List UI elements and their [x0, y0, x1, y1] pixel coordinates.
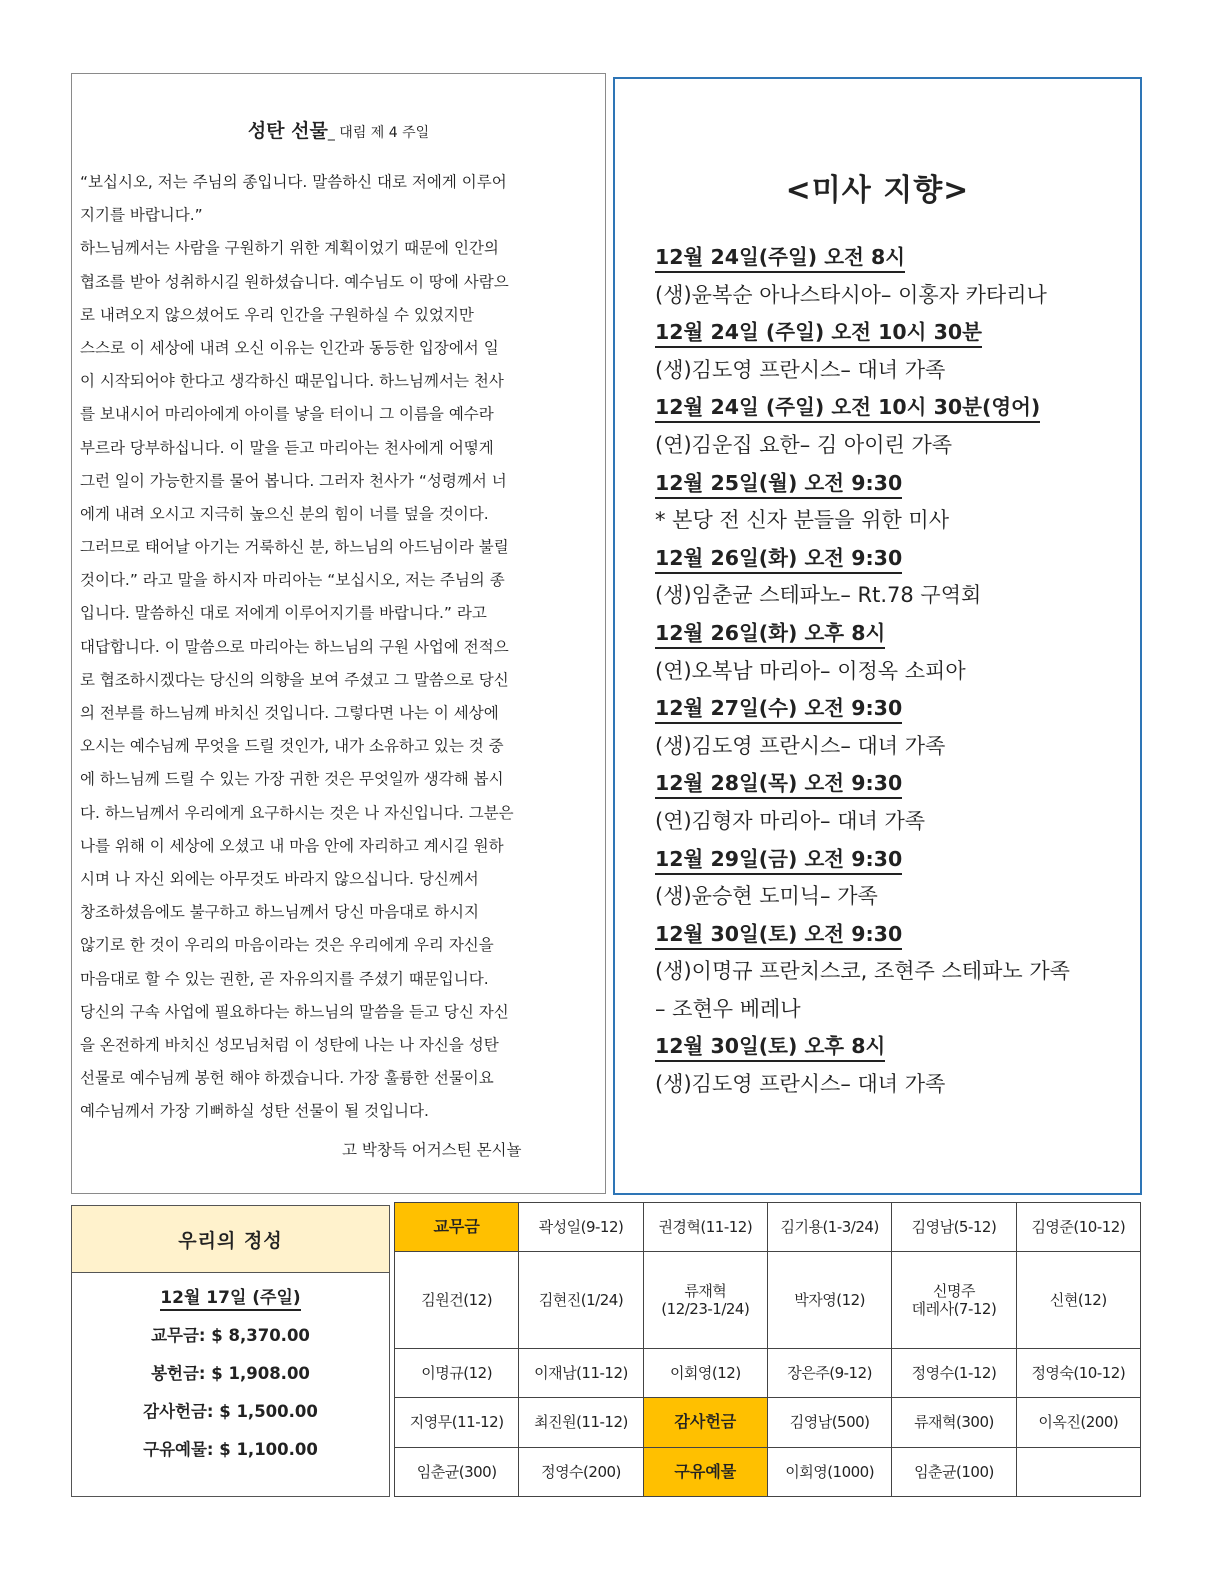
donor-row	[395, 1398, 1141, 1447]
reflection-line: 창조하셨음에도 불구하고 하느님께서 당신 마음대로 하시지	[80, 903, 479, 922]
intention-date	[655, 389, 1125, 427]
intention-description: (연)김형자 마리아– 대녀 가족	[655, 808, 926, 833]
intention-date-text: 12월 30일(토) 오전 9:30	[655, 922, 902, 950]
intention-description: (생)이명규 프란치스코, 조현주 스테파노 가족	[655, 959, 1070, 984]
reflection-line: 다. 하느님께서 우리에게 요구하시는 것은 나 자신입니다. 그분은	[80, 803, 514, 822]
donor-cell: 이옥진(200)	[1016, 1398, 1140, 1447]
donor-cell: 임춘균(100)	[892, 1447, 1016, 1496]
intention-date-text: 12월 24일(주일) 오전 8시	[655, 245, 905, 273]
donor-table	[394, 1202, 1141, 1497]
donor-cell: 신현(12)	[1016, 1252, 1140, 1348]
donor-cell: 이재남(11-12)	[519, 1348, 643, 1397]
reflection-line: 입니다. 말씀하신 대로 저에게 이루어지기를 바랍니다.” 라고	[80, 604, 487, 623]
donor-category-header: 감사헌금	[643, 1398, 767, 1447]
reflection-line: 예수님께서 가장 기뻐하실 성탄 선물이 될 것입니다.	[80, 1102, 429, 1121]
donor-cell: 김영남(5-12)	[892, 1203, 1016, 1252]
donor-row	[395, 1447, 1141, 1496]
intentions-title: <미사 지향>	[785, 173, 970, 208]
intention-date	[655, 239, 1125, 277]
donor-cell: 정영수(1-12)	[892, 1348, 1016, 1397]
offering-date-text: 12월 17일 (주일)	[160, 1288, 300, 1311]
reflection-title-row	[72, 116, 605, 143]
reflection-line: 로 내려오지 않으셨어도 우리 인간을 구원하실 수 있었지만	[80, 305, 474, 324]
intention-date-text: 12월 24일 (주일) 오전 10시 30분(영어)	[655, 395, 1040, 423]
donor-cell: 정영숙(10-12)	[1016, 1348, 1140, 1397]
reflection-subtitle: _ 대림 제 4 주일	[327, 125, 430, 141]
intention-date	[655, 465, 1125, 503]
donor-cell: 신명주 데레사(7-12)	[892, 1252, 1016, 1348]
donor-cell	[1016, 1447, 1140, 1496]
reflection-line: 에게 내려 오시고 지극히 높으신 분의 힘이 너를 덮을 것이다.	[80, 504, 489, 523]
reflection-line: 그런 일이 가능한지를 물어 봅니다. 그러자 천사가 “성령께서 너	[80, 471, 507, 490]
reflection-line: 를 보내시어 마리아에게 아이를 낳을 터이니 그 이름을 예수라	[80, 405, 494, 424]
donor-row	[395, 1252, 1141, 1348]
reflection-line: 스스로 이 세상에 내려 오신 이유는 인간과 동등한 입장에서 일	[80, 338, 499, 357]
donor-category-header: 구유예물	[643, 1447, 767, 1496]
donor-cell: 최진원(11-12)	[519, 1398, 643, 1447]
reflection-line: 부르라 당부하십니다. 이 말을 듣고 마리아는 천사에게 어떻게	[80, 438, 494, 457]
reflection-line: 협조를 받아 성취하시길 원하셨습니다. 예수님도 이 땅에 사람으	[80, 272, 509, 291]
intention-date-text: 12월 30일(토) 오후 8시	[655, 1034, 885, 1062]
intention-date-text: 12월 28일(목) 오전 9:30	[655, 771, 902, 799]
intention-date	[655, 916, 1125, 954]
offering-amount: 감사헌금: $ 1,500.00	[143, 1402, 318, 1421]
reflection-line: 하느님께서는 사람을 구원하기 위한 계획이었기 때문에 인간의	[80, 239, 499, 258]
donor-cell: 김영남(500)	[767, 1398, 891, 1447]
donor-cell: 임춘균(300)	[395, 1447, 519, 1496]
intention-date-text: 12월 29일(금) 오전 9:30	[655, 847, 902, 875]
intention-date-text: 12월 26일(화) 오전 9:30	[655, 546, 902, 574]
donor-category-header: 교무금	[395, 1203, 519, 1252]
reflection-box	[71, 73, 606, 1194]
reflection-line: 지기를 바랍니다.”	[80, 206, 203, 225]
donor-row	[395, 1348, 1141, 1397]
reflection-line: 로 협조하시겠다는 당신의 의향을 보여 주셨고 그 말씀으로 당신	[80, 670, 509, 689]
reflection-line: 오시는 예수님께 무엇을 드릴 것인가, 내가 소유하고 있는 것 중	[80, 737, 504, 756]
reflection-line: “보십시오, 저는 주님의 종입니다. 말씀하신 대로 저에게 이루어	[80, 173, 507, 191]
intentions-list	[655, 239, 1125, 1104]
offering-lines	[72, 1322, 389, 1460]
reflection-line: 선물로 예수님께 봉헌 해야 하겠습니다. 가장 훌륭한 선물이요	[80, 1069, 494, 1088]
reflection-line: 을 온전하게 바치신 성모님처럼 이 성탄에 나는 나 자신을 성탄	[80, 1035, 499, 1054]
reflection-line: 당신의 구속 사업에 필요하다는 하느님의 말씀을 듣고 당신 자신	[80, 1002, 509, 1021]
intention-description: (생)김도영 프란시스– 대녀 가족	[655, 357, 946, 382]
intention-date-text: 12월 27일(수) 오전 9:30	[655, 696, 902, 724]
intention-date	[655, 615, 1125, 653]
intention-description: (연)김운집 요한– 김 아이린 가족	[655, 432, 953, 457]
donor-cell: 박자영(12)	[767, 1252, 891, 1348]
offering-header: 우리의 정성	[72, 1206, 389, 1273]
intention-description: (생)임춘균 스테파노– Rt.78 구역회	[655, 583, 982, 608]
donor-cell: 곽성일(9-12)	[519, 1203, 643, 1252]
offering-date	[72, 1283, 389, 1308]
intention-description: * 본당 전 신자 분들을 위한 미사	[655, 508, 949, 533]
intention-date-text: 12월 24일 (주일) 오전 10시 30분	[655, 320, 982, 348]
reflection-line: 않기로 한 것이 우리의 마음이라는 것은 우리에게 우리 자신을	[80, 936, 494, 955]
offering-summary	[71, 1205, 390, 1497]
offering-amount: 구유예물: $ 1,100.00	[143, 1440, 318, 1459]
reflection-line: 에 하느님께 드릴 수 있는 가장 귀한 것은 무엇일까 생각해 봅시	[80, 770, 504, 789]
donor-cell: 류재혁(300)	[892, 1398, 1016, 1447]
reflection-body	[80, 166, 600, 1128]
intention-description: (생)윤승현 도미닉– 가족	[655, 884, 878, 909]
donor-row	[395, 1203, 1141, 1252]
reflection-line: 대답합니다. 이 말씀으로 마리아는 하느님의 구원 사업에 전적으	[80, 637, 509, 656]
reflection-line: 것이다.” 라고 말을 하시자 마리아는 “보십시오, 저는 주님의 종	[80, 571, 505, 590]
reflection-line: 이 시작되어야 한다고 생각하신 때문입니다. 하느님께서는 천사	[80, 372, 504, 391]
reflection-title: 성탄 선물	[247, 120, 328, 142]
offering-amount: 봉헌금: $ 1,908.00	[151, 1364, 310, 1383]
intention-date	[655, 1028, 1125, 1066]
donor-cell: 지영무(11-12)	[395, 1398, 519, 1447]
donor-cell: 정영수(200)	[519, 1447, 643, 1496]
reflection-line: 그러므로 태어날 아기는 거룩하신 분, 하느님의 아드님이라 불릴	[80, 538, 509, 557]
intention-description: (생)윤복순 아나스타시아– 이홍자 카타리나	[655, 282, 1047, 307]
intention-description: (생)김도영 프란시스– 대녀 가족	[655, 733, 946, 758]
donor-cell: 권경혁(11-12)	[643, 1203, 767, 1252]
intention-date	[655, 841, 1125, 879]
reflection-line: 시며 나 자신 외에는 아무것도 바라지 않으십니다. 당신께서	[80, 869, 479, 888]
intention-date-text: 12월 26일(화) 오후 8시	[655, 621, 885, 649]
donor-cell: 이명규(12)	[395, 1348, 519, 1397]
reflection-line: 나를 위해 이 세상에 오셨고 내 마음 안에 자리하고 계시길 원하	[80, 836, 504, 855]
intention-date	[655, 314, 1125, 352]
reflection-line: 의 전부를 하느님께 바치신 것입니다. 그렇다면 나는 이 세상에	[80, 704, 499, 722]
reflection-line: 마음대로 할 수 있는 권한, 곧 자유의지를 주셨기 때문입니다.	[80, 969, 489, 988]
offering-amount: 교무금: $ 8,370.00	[151, 1326, 310, 1345]
intention-description: (생)김도영 프란시스– 대녀 가족	[655, 1072, 946, 1097]
mass-intentions-box	[613, 77, 1142, 1195]
intention-description: – 조현우 베레나	[655, 996, 801, 1021]
donor-cell: 이회영(12)	[643, 1348, 767, 1397]
intention-description: (연)오복남 마리아– 이정옥 소피아	[655, 658, 966, 683]
donor-cell: 김원건(12)	[395, 1252, 519, 1348]
donor-cell: 류재혁 (12/23-1/24)	[643, 1252, 767, 1348]
intention-date	[655, 540, 1125, 578]
donor-cell: 김현진(1/24)	[519, 1252, 643, 1348]
donor-cell: 김영준(10-12)	[1016, 1203, 1140, 1252]
donor-cell: 장은주(9-12)	[767, 1348, 891, 1397]
donor-cell: 김기용(1-3/24)	[767, 1203, 891, 1252]
intention-date-text: 12월 25일(월) 오전 9:30	[655, 471, 902, 499]
reflection-author: 고 박창득 어거스틴 몬시뇰	[342, 1141, 522, 1159]
intention-date	[655, 765, 1125, 803]
donor-cell: 이회영(1000)	[767, 1447, 891, 1496]
intention-date	[655, 690, 1125, 728]
